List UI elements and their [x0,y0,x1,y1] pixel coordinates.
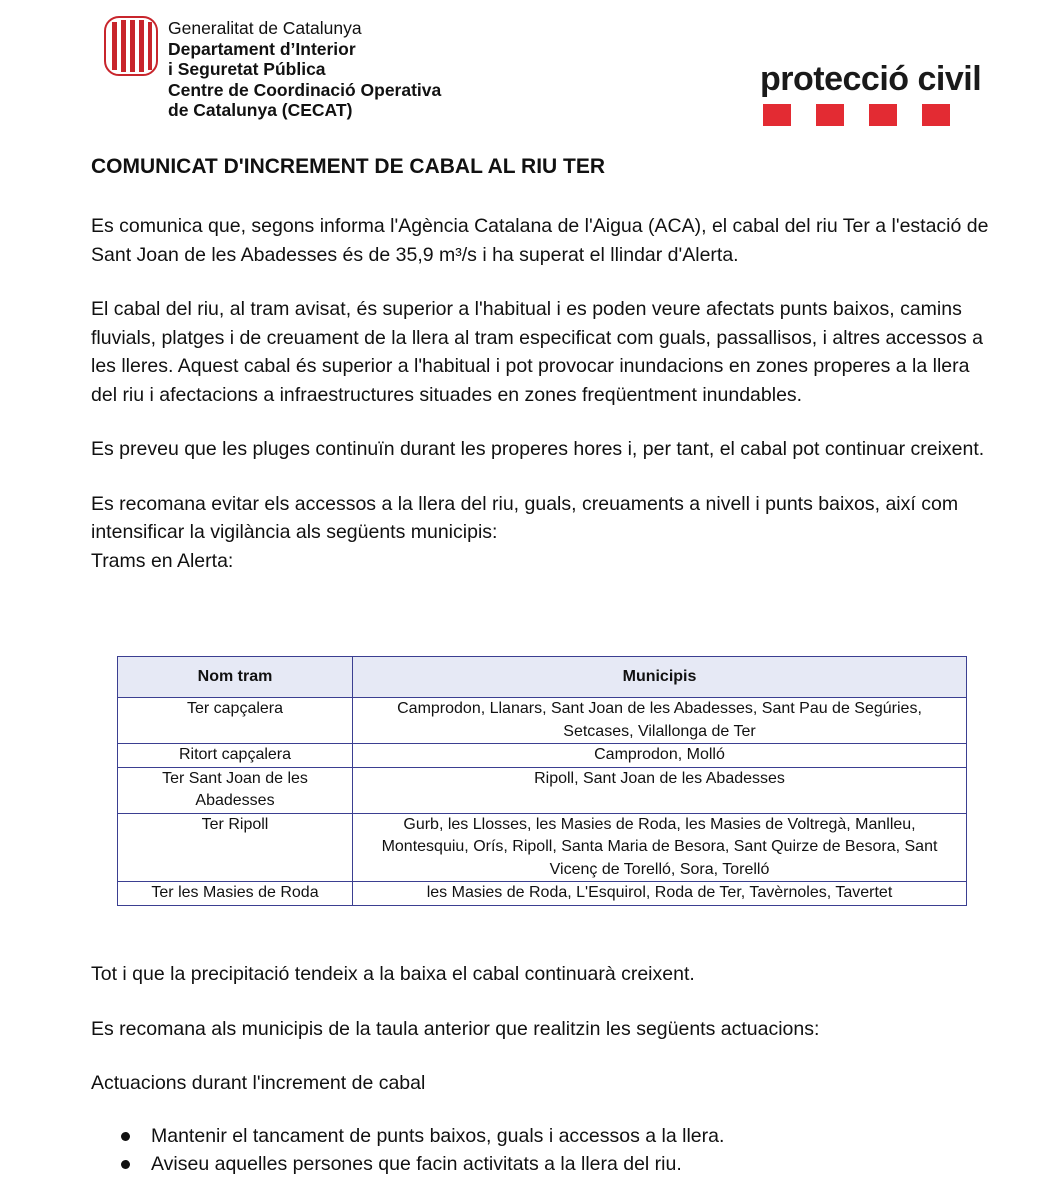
cell-tram: Ter capçalera [118,698,353,744]
generalitat-department-text [168,18,441,121]
gencat-line-2: Departament d’Interior [168,38,356,59]
paragraph-recommendation: Es recomana evitar els accessos a la llera del riu, guals, creuaments a nivell i punts baixos, així com intensificar la vigilància als següents municipis: [91,492,959,543]
document-body [91,152,991,575]
cell-municipis: Camprodon, Llanars, Sant Joan de les Abadesses, Sant Pau de Segúries, Setcases, Vilallonga de Ter [353,698,967,744]
document-title: COMUNICAT D'INCREMENT DE CABAL AL RIU TER [91,155,606,178]
actions-list [91,1122,991,1179]
gencat-line-5: de Catalunya (CECAT) [168,100,353,120]
table-row [118,767,967,813]
table-row [118,813,967,882]
generalitat-logo-icon [104,16,158,76]
cell-tram: Ter les Masies de Roda [118,882,353,906]
cell-tram: Ritort capçalera [118,744,353,768]
paragraph-precipitation: Tot i que la precipitació tendeix a la baixa el cabal continuarà creixent. [91,963,695,985]
red-square [763,104,791,126]
gencat-line-3: i Seguretat Pública [168,59,326,79]
bullet-icon [121,1160,130,1169]
cell-municipis: Ripoll, Sant Joan de les Abadesses [353,767,967,813]
cell-municipis: les Masies de Roda, L'Esquirol, Roda de Ter, Tavèrnoles, Tavertet [353,882,967,906]
table-row [118,744,967,768]
proteccio-civil-title: protecció civil [760,60,982,98]
table-row [118,882,967,906]
gencat-line-4: Centre de Coordinació Operativa [168,79,442,100]
document-header [0,0,1051,140]
gencat-line-1: Generalitat de Catalunya [168,18,362,38]
paragraph-effects: El cabal del riu, al tram avisat, és superior a l'habitual i es poden veure afectats punts baixos, camins fluvials, platges i de creuament de la llera al tram especificat com guals, passallisos, i altres accessos a les lleres. Aquest cabal és superior a l'habitual i pot provocar inundacions en zones properes a la llera del riu i afectacions a infraestructures situades en zones freqüentment inundables. [91,298,983,406]
document-after-table [91,960,991,1179]
trams-heading: Trams en Alerta: [91,549,234,572]
paragraph-forecast: Es preveu que les pluges continuïn durant les properes hores i, per tant, el cabal pot continuar creixent. [91,438,985,460]
list-item-text: Mantenir el tancament de punts baixos, guals i accessos a la llera. [151,1124,725,1147]
paragraph-ca-notice: Es comunica que, segons informa l'Agència Catalana de l'Aigua (ACA), el cabal del riu Ter a l'estació de Sant Joan de les Abadesses és de 35,9 m³/s i ha superat el llindar d'Alerta. [91,215,989,266]
red-square [922,104,950,126]
bullet-icon [121,1132,130,1141]
actions-heading: Actuacions durant l'increment de cabal [91,1072,426,1094]
cell-municipis: Camprodon, Molló [353,744,967,768]
list-item [151,1122,991,1151]
trams-alert-table [117,656,967,906]
cell-tram: Ter Sant Joan de les Abadesses [118,767,353,813]
proteccio-civil-logo [760,60,992,130]
cell-municipis: Gurb, les Llosses, les Masies de Roda, les Masies de Voltregà, Manlleu, Montesquiu, Orís, Ripoll, Santa Maria de Besora, Sant Quirze de Besora, Sant Vicenç de Torelló, Sora, Torelló [353,813,967,882]
proteccio-civil-squares-icon [763,104,992,126]
red-square [869,104,897,126]
red-square [816,104,844,126]
column-header-nom-tram: Nom tram [118,657,353,698]
paragraph-actions-intro: Es recomana als municipis de la taula anterior que realitzin les següents actuacions: [91,1017,820,1040]
list-item [151,1150,991,1179]
column-header-municipis: Municipis [353,657,967,698]
list-item-text: Aviseu aquelles persones que facin activitats a la llera del riu. [151,1153,682,1175]
cell-tram: Ter Ripoll [118,813,353,882]
table-row [118,698,967,744]
table-header-row [118,657,967,698]
